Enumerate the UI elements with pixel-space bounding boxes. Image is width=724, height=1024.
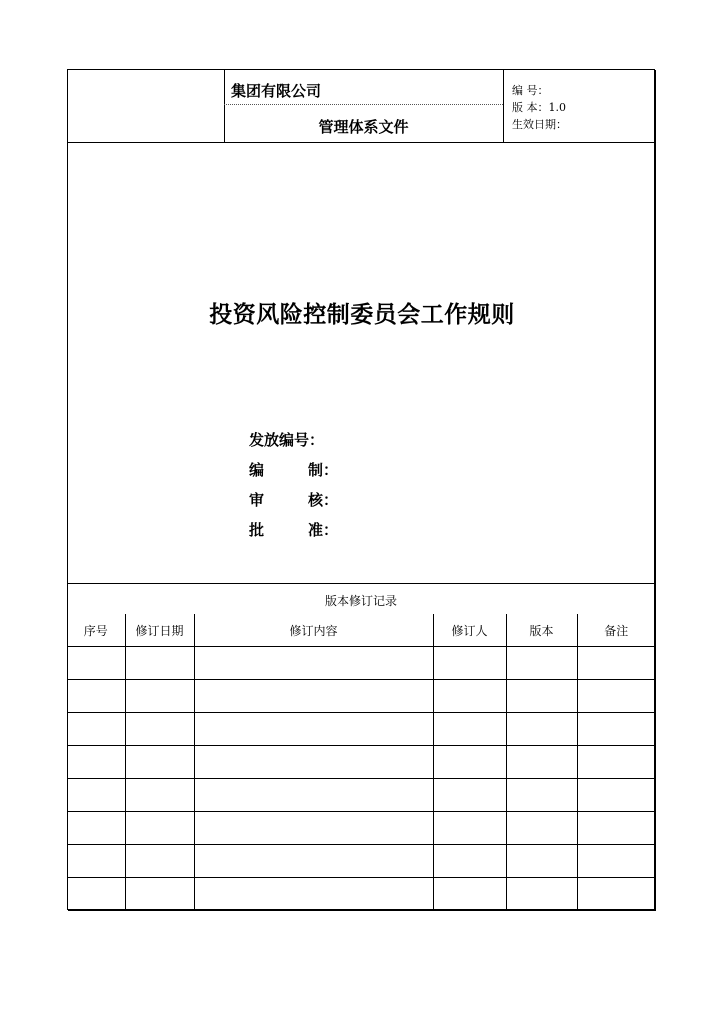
cell [125,878,194,911]
cell [194,845,433,878]
cell [577,812,655,845]
col-header-version: 版本 [506,614,577,647]
cell [433,680,506,713]
cell [506,713,577,746]
col-header-reviser: 修订人 [433,614,506,647]
cell [433,746,506,779]
cell [506,746,577,779]
company-name: 集团有限公司 [231,82,322,100]
cell [577,845,655,878]
cell [125,680,194,713]
meta-effective-date [512,118,567,131]
system-title: 管理体系文件 [318,118,409,136]
cell [577,680,655,713]
cell [125,845,194,878]
cell [433,713,506,746]
table-row [67,779,655,812]
cell [194,878,433,911]
approval-approved-by-label: 批准 [249,521,323,539]
revision-section-top-line [67,583,655,584]
col-header-seq: 序号 [67,614,125,647]
cell [67,746,125,779]
table-row [67,713,655,746]
cell [577,878,655,911]
cell [577,713,655,746]
cell [433,878,506,911]
cell [67,647,125,680]
col-header-date: 修订日期 [125,614,194,647]
approval-colon: ： [323,521,339,539]
cell [125,746,194,779]
cell [125,779,194,812]
cell [433,812,506,845]
cell [125,647,194,680]
meta-doc-number [512,84,549,97]
cell [506,680,577,713]
table-row [67,845,655,878]
meta-version [512,101,566,114]
document-title: 投资风险控制委员会工作规则 [209,302,515,328]
meta-doc-number-label: 编 号： [512,84,549,97]
cell [67,680,125,713]
cell [506,812,577,845]
table-row [67,878,655,911]
approval-issue-number [249,429,324,450]
table-row [67,680,655,713]
revision-table [67,614,655,910]
approval-colon: ： [323,461,339,479]
cell [194,812,433,845]
cell [577,746,655,779]
approval-issue-number-label: 发放编号 [249,431,310,449]
table-row [67,647,655,680]
cell [506,647,577,680]
header-right-divider [503,69,504,142]
cell [67,779,125,812]
cell [506,878,577,911]
revision-record-title: 版本修订记录 [324,594,397,608]
cell [194,680,433,713]
cell [506,845,577,878]
cell [67,878,125,911]
col-header-content: 修订内容 [194,614,433,647]
approval-reviewed-by-label: 审核 [249,491,323,509]
approval-reviewed-by [249,489,338,510]
header-divider [67,142,655,143]
cell [194,779,433,812]
cell [433,779,506,812]
approval-approved-by [249,519,338,540]
col-header-remarks: 备注 [577,614,655,647]
cell [67,812,125,845]
approval-prepared-by-label: 编制 [249,461,323,479]
meta-version-label: 版 本： [512,101,549,114]
approval-prepared-by [249,459,338,480]
cell [433,845,506,878]
cell [577,647,655,680]
cell [194,746,433,779]
cell [67,845,125,878]
cell [194,647,433,680]
header-middle-dotted-line [224,104,503,105]
cell [125,713,194,746]
cell [433,647,506,680]
cell [577,779,655,812]
revision-table-header-row [67,614,655,647]
meta-effective-date-label: 生效日期： [512,118,567,131]
table-row [67,812,655,845]
cell [194,713,433,746]
meta-version-value: 1.0 [548,101,566,114]
cell [125,812,194,845]
cell [506,779,577,812]
cell [67,713,125,746]
table-row [67,746,655,779]
approval-colon: ： [323,491,339,509]
approval-colon: ： [309,431,325,449]
